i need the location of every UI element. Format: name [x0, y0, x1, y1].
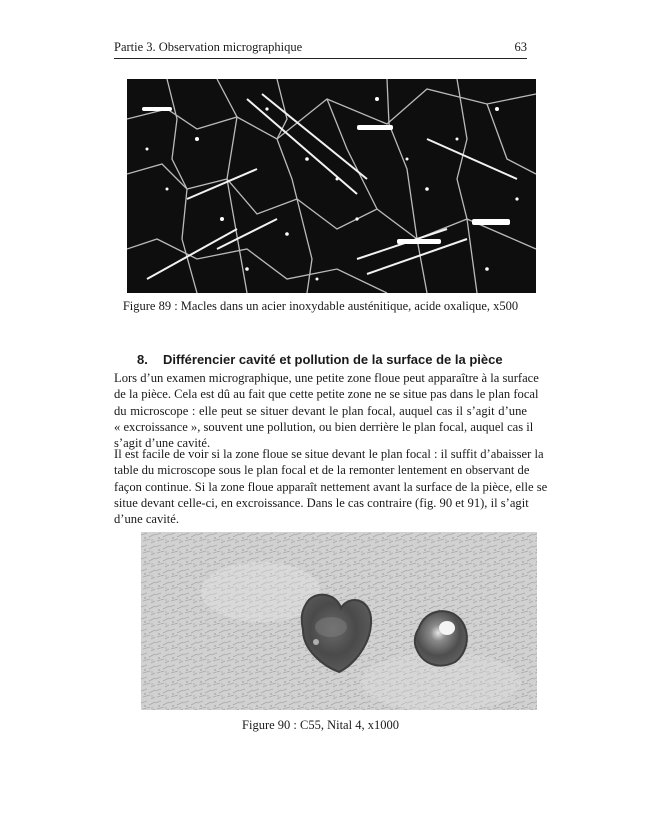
section-title: Différencier cavité et pollution de la surface de la pièce	[163, 352, 503, 367]
paragraph-line: façon continue. Si la zone floue apparaît nettement avant la surface de la pièce, elle se	[114, 479, 548, 494]
paragraph-line: d’une cavité.	[114, 512, 180, 527]
figure-89-caption: Figure 89 : Macles dans un acier inoxydable austénitique, acide oxalique, x500	[122, 299, 519, 313]
running-header	[114, 40, 527, 59]
page-number: 63	[514, 40, 527, 54]
paragraph-line: « excroissance », souvent une pollution, ou bien derrière le plan focal, auquel cas il	[114, 419, 534, 434]
paragraph-line: Lors d’un examen micrographique, une petite zone floue peut apparaître à la surface	[114, 371, 539, 385]
paragraph-1	[114, 370, 539, 451]
paragraph-line: s’agit d’une cavité.	[114, 436, 211, 451]
paragraph-line: situe devant celle-ci, en excroissance. Dans le cas contraire (fig. 90 et 91), il s’agit	[114, 495, 529, 510]
figure-90-caption: Figure 90 : C55, Nital 4, x1000	[242, 718, 399, 732]
paragraph-line: de la pièce. Cela est dû au fait que cette petite zone ne se situe pas dans le plan focal	[114, 387, 539, 402]
section-number: 8.	[137, 352, 148, 367]
micrograph-figure-89	[127, 79, 536, 293]
paragraph-2	[114, 446, 548, 527]
micrograph-figure-90	[141, 532, 537, 710]
chapter-title: Partie 3. Observation micrographique	[114, 40, 303, 54]
section-heading	[137, 352, 503, 367]
paragraph-line: du microscope : elle peut se situer devant le plan focal, auquel cas il s’agit d’une	[114, 403, 527, 418]
paragraph-line: table du microscope sous le plan focal et de la remonter lentement en observant de	[114, 463, 530, 478]
paragraph-line: Il est facile de voir si la zone floue se situe devant le plan focal : il suffit d’abaisser la	[114, 447, 544, 461]
